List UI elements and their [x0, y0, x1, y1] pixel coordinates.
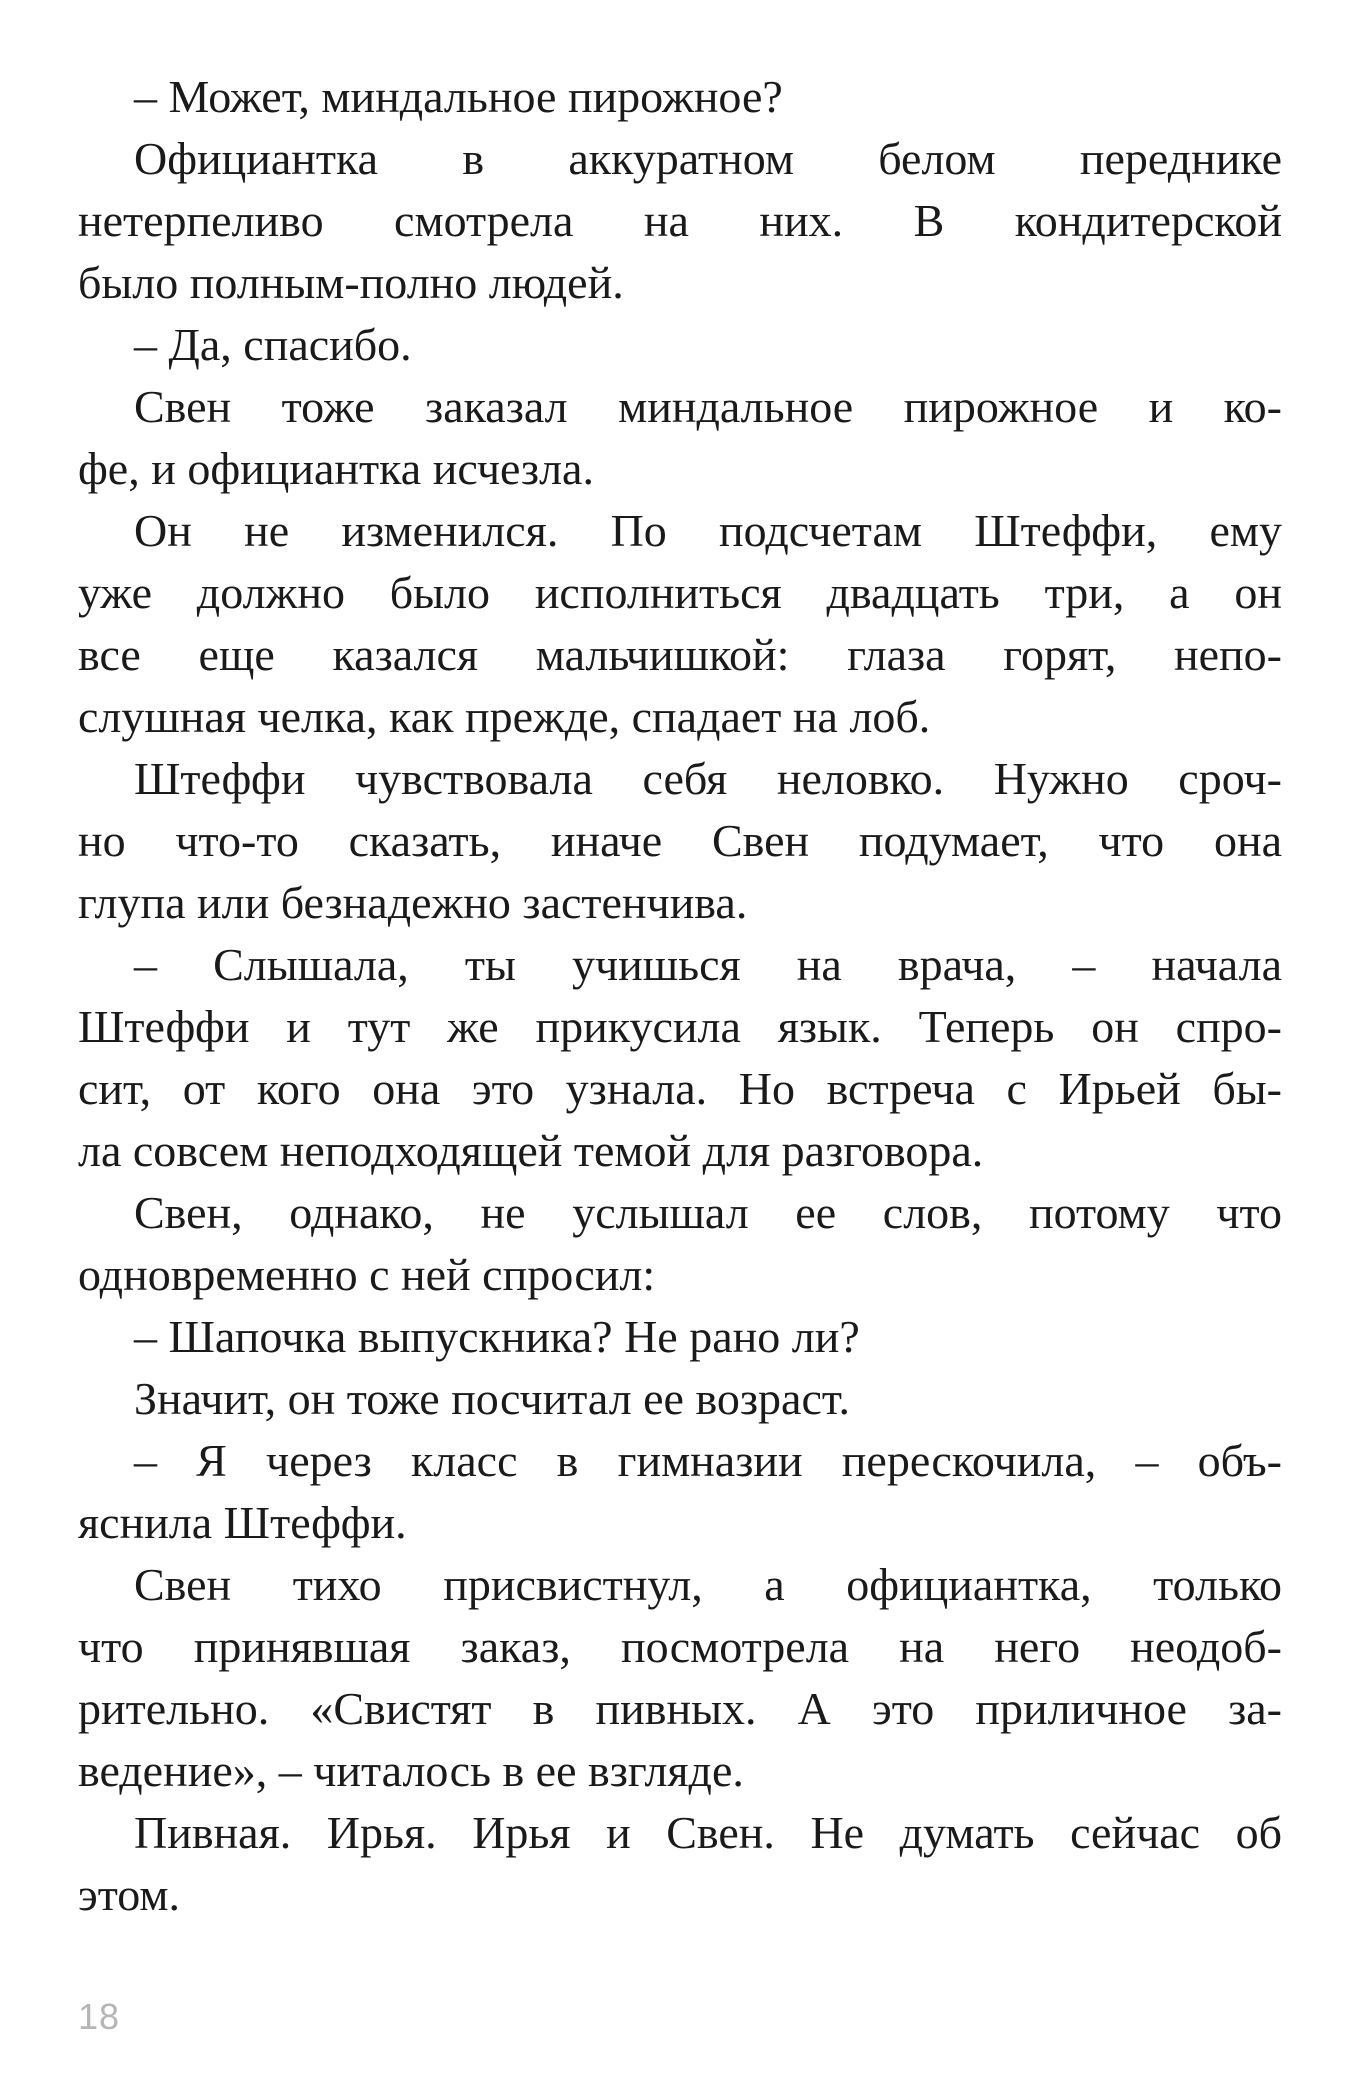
- page-number: 18: [78, 1996, 121, 2037]
- text-line: уже должно было исполниться двадцать три, а он: [78, 567, 1282, 618]
- text-line: Свен, однако, не услышал ее слов, потому что: [134, 1187, 1282, 1238]
- text-line: глупа или безнадежно застенчива.: [78, 877, 748, 928]
- text-line: – Я через класс в гимназии перескочила, – объ-: [134, 1435, 1282, 1486]
- text-line: слушная челка, как прежде, спадает на лоб.: [78, 691, 931, 742]
- text-line: Значит, он тоже посчитал ее возраст.: [134, 1373, 851, 1424]
- text-line: что принявшая заказ, посмотрела на него неодоб-: [78, 1621, 1282, 1672]
- text-line: Он не изменился. По подсчетам Штеффи, ему: [134, 505, 1282, 556]
- text-line: Официантка в аккуратном белом переднике: [134, 133, 1282, 184]
- text-line: Пивная. Ирья. Ирья и Свен. Не думать сейчас об: [134, 1807, 1282, 1858]
- text-line: Свен тихо присвистнул, а официантка, только: [134, 1559, 1282, 1610]
- text-line: фе, и официантка исчезла.: [78, 443, 594, 494]
- text-line: сит, от кого она это узнала. Но встреча с Ирьей бы-: [78, 1063, 1282, 1114]
- text-line: все еще казался мальчишкой: глаза горят, непо-: [78, 629, 1282, 680]
- text-line: но что-то сказать, иначе Свен подумает, что она: [78, 815, 1282, 866]
- text-line: Штеффи чувствовала себя неловко. Нужно сроч-: [134, 753, 1282, 804]
- text-line: яснила Штеффи.: [78, 1497, 407, 1548]
- text-line: рительно. «Свистят в пивных. А это приличное за-: [78, 1683, 1282, 1734]
- text-line: нетерпеливо смотрела на них. В кондитерской: [78, 195, 1282, 246]
- text-line: Штеффи и тут же прикусила язык. Теперь он спро-: [78, 1001, 1282, 1052]
- book-page-text: [78, 66, 1282, 1926]
- text-line: – Слышала, ты учишься на врача, – начала: [134, 939, 1282, 990]
- text-line: ведение», – читалось в ее взгляде.: [78, 1745, 744, 1796]
- text-line: было полным-полно людей.: [78, 257, 624, 308]
- text-line: одновременно с ней спросил:: [78, 1249, 656, 1300]
- text-line: – Да, спасибо.: [134, 319, 412, 370]
- text-line: этом.: [78, 1869, 180, 1920]
- text-line: – Может, миндальное пирожное?: [134, 71, 783, 122]
- text-line: ла совсем неподходящей темой для разговора.: [78, 1125, 984, 1176]
- text-line: – Шапочка выпускника? Не рано ли?: [134, 1311, 860, 1362]
- text-line: Свен тоже заказал миндальное пирожное и ко-: [134, 381, 1282, 432]
